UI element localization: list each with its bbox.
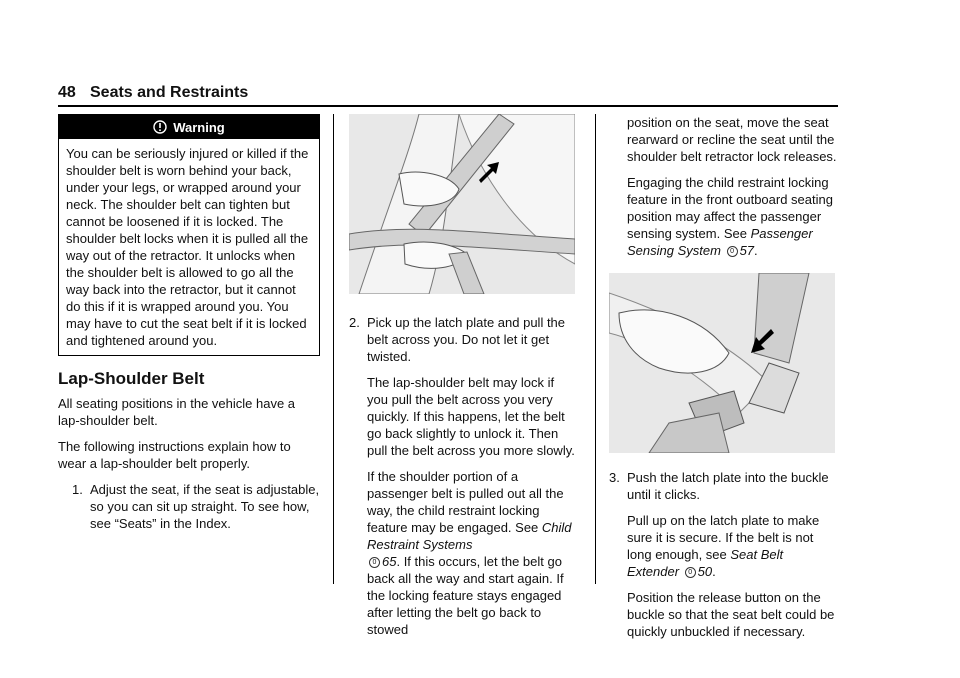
step-number: 2. — [349, 315, 360, 330]
step-number: 3. — [609, 470, 620, 485]
page-reference[interactable]: 65 — [382, 554, 397, 569]
column-1 — [58, 114, 320, 541]
page-reference-icon: 0 — [369, 557, 380, 568]
warning-header — [59, 115, 319, 139]
warning-icon — [153, 120, 167, 134]
column-3 — [609, 114, 837, 649]
body-paragraph: Engaging the child restraint locking feature in the front outboard seating position may affect the passenger sensing system. See Passenger Sensing System 0 57. — [627, 175, 833, 258]
seatbelt-pull-illustration — [349, 114, 575, 294]
step-text: Push the latch plate into the buckle until it clicks. — [627, 470, 829, 502]
page-reference[interactable]: 57 — [739, 243, 755, 258]
warning-text: You can be seriously injured or killed if the shoulder belt is worn behind your back, under your legs, or wrapped around your neck. The shoulder belt can tighten but cannot be loosened if it is locked. The shoulder belt locks when it is pulled all the way out of the retractor. It unlocks when the shoulder belt is allowed to go all the way back into the retractor, but it cannot do this if it is wrapped around you. You may have to cut the seat belt if it is locked and tightened around you. — [66, 146, 309, 348]
warning-title: Warning — [173, 119, 225, 135]
warning-box — [58, 114, 320, 356]
seatbelt-buckle-illustration — [609, 273, 835, 453]
illustration-pull-belt — [349, 114, 575, 294]
step-text: Pick up the latch plate and pull the belt across you. Do not let it get twisted. — [367, 315, 566, 364]
body-paragraph: Pull up on the latch plate to make sure it is secure. If the belt is not long enough, see Seat Belt Extender 0 50. — [627, 513, 820, 579]
page-number: 48 — [58, 84, 76, 101]
list-item — [58, 481, 320, 532]
page-header — [58, 84, 838, 106]
list-item — [609, 469, 837, 503]
step-number: 1. — [72, 482, 83, 497]
cross-reference[interactable]: Seat Belt Extender — [627, 547, 784, 579]
body-paragraph: The lap-shoulder belt may lock if you pull the belt across you very quickly. If this happens, let the belt go back slightly to unlock it. Then pull the belt across you more slowly. — [367, 375, 575, 458]
illustration-buckle — [609, 273, 835, 453]
page-reference-icon: 0 — [727, 246, 738, 257]
intro-paragraph: All seating positions in the vehicle have a lap-shoulder belt. — [58, 396, 296, 428]
cross-reference[interactable]: Child Restraint Systems — [367, 520, 572, 552]
body-paragraph: If the shoulder portion of a passenger belt is pulled out all the way, the child restraint locking feature may be engaged. See Child Restraint Systems 0 65. If this occurs, let the belt go back all the way and start again. If the locking feature stays engaged after letting the belt go back to stowed — [367, 469, 572, 637]
page-reference-icon: 0 — [685, 567, 696, 578]
page-reference[interactable]: 50 — [697, 564, 713, 579]
intro-paragraph: The following instructions explain how to wear a lap-shoulder belt properly. — [58, 439, 291, 471]
section-heading: Lap-Shoulder Belt — [58, 369, 205, 388]
body-paragraph: position on the seat, move the seat rearward or recline the seat until the shoulder belt retractor lock releases. — [627, 115, 837, 164]
column-2 — [349, 114, 577, 647]
list-item — [349, 314, 577, 365]
header-rule — [58, 105, 838, 107]
section-title: Seats and Restraints — [90, 84, 249, 101]
column-divider — [333, 114, 334, 584]
cross-reference[interactable]: Passenger Sensing System — [627, 226, 813, 258]
body-paragraph: Position the release button on the buckle so that the seat belt could be quickly unbuckled if necessary. — [627, 590, 835, 639]
column-divider — [595, 114, 596, 584]
step-text: Adjust the seat, if the seat is adjustable, so you can sit up straight. To see how, see “Seats” in the Index. — [90, 482, 320, 531]
